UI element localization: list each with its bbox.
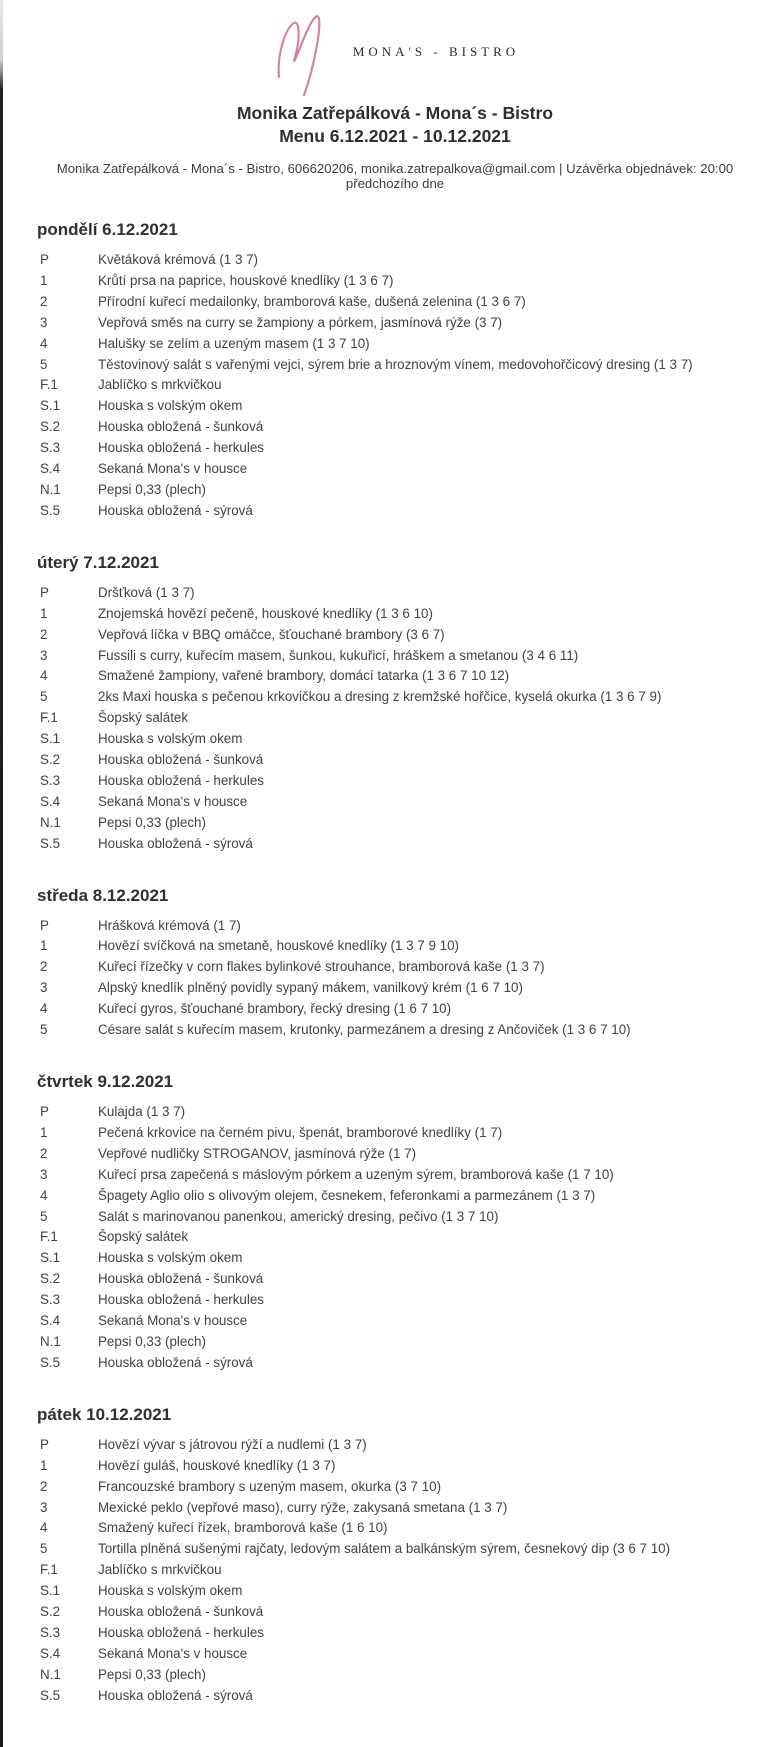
- item-code: S.3: [40, 440, 61, 456]
- item-name: Hovězí guláš, houskové knedlíky (1 3 7): [98, 1457, 336, 1473]
- day-header: čtvrtek 9.12.2021: [37, 1072, 174, 1091]
- item-code: 4: [40, 1187, 48, 1203]
- item-code: 5: [40, 356, 48, 372]
- menu-row: [34, 936, 756, 957]
- item-code: F.1: [40, 710, 58, 726]
- menu-row: [34, 1518, 756, 1539]
- menu-row: [34, 1332, 756, 1353]
- item-code: S.3: [40, 1624, 61, 1640]
- item-name: Znojemská hovězí pečeně, houskové knedlíky (1 3 6 10): [98, 605, 433, 621]
- item-code: 4: [40, 1520, 48, 1536]
- item-name: Houska obložená - šunková: [98, 752, 264, 768]
- item-name: Kuřecí gyros, šťouchané brambory, řecký dresing (1 6 7 10): [98, 1001, 452, 1017]
- menu-row: [34, 646, 756, 667]
- item-code: P: [40, 1104, 49, 1119]
- item-code: 2: [40, 626, 48, 642]
- menu-row: [34, 355, 756, 376]
- item-name: Pepsi 0,33 (plech): [98, 1333, 206, 1349]
- item-name: Francouzské brambory s uzeným masem, okurka (3 7 10): [98, 1478, 442, 1494]
- menu-row: [34, 750, 756, 771]
- item-code: P: [40, 584, 49, 600]
- menu-row: [34, 1435, 756, 1456]
- item-name: Šopský salátek: [98, 710, 189, 726]
- item-code: 3: [40, 980, 48, 996]
- menu-row: [34, 250, 756, 271]
- menu-row: [34, 625, 756, 646]
- item-name: Césare salát s kuřecím masem, krutonky, parmezánem a dresing z Ančoviček (1 3 6 7 10): [98, 1022, 631, 1038]
- item-name: Krůtí prsa na paprice, houskové knedlíky (1 3 6 7): [98, 272, 394, 288]
- item-code: S.1: [40, 731, 61, 747]
- item-code: S.4: [40, 461, 61, 477]
- day-section: [34, 553, 756, 855]
- item-code: S.2: [40, 1604, 61, 1620]
- item-code: N.1: [40, 814, 61, 830]
- item-name: Houska obložená - herkules: [98, 1624, 264, 1640]
- menu-row: [34, 1165, 756, 1186]
- page-left-border: [0, 0, 3, 1747]
- item-name: Smažené žampiony, vařené brambory, domácí tatarka (1 3 6 7 10 12): [98, 668, 510, 684]
- menu-row: [34, 501, 756, 522]
- item-code: F.1: [40, 1229, 58, 1245]
- item-code: S.2: [40, 419, 61, 435]
- item-name: Houska s volským okem: [98, 1250, 243, 1266]
- item-name: Fussili s curry, kuřecím masem, šunkou, kukuřicí, hráškem a smetanou (3 4 6 11): [98, 647, 579, 663]
- item-code: P: [40, 917, 49, 933]
- item-code: 3: [40, 1499, 48, 1515]
- menu-row: [34, 1498, 756, 1519]
- item-code: N.1: [40, 1333, 61, 1349]
- item-name: Hrášková krémová (1 7): [98, 917, 241, 933]
- menu-row: [34, 834, 756, 855]
- menu-row: [34, 1207, 756, 1228]
- item-name: Sekaná Mona's v housce: [98, 1645, 248, 1661]
- menu-date-range: Menu 6.12.2021 - 10.12.2021: [279, 126, 511, 146]
- item-name: Vepřové nudličky STROGANOV, jasmínová rýže (1 7): [98, 1145, 417, 1161]
- menu-row: [34, 1102, 756, 1123]
- item-name: Houska obložená - šunková: [98, 1271, 264, 1287]
- item-code: N.1: [40, 1666, 61, 1682]
- menu-row: [34, 334, 756, 355]
- menu-row: [34, 1560, 756, 1581]
- item-name: Přírodní kuřecí medailonky, bramborová kaše, dušená zelenina (1 3 6 7): [98, 293, 526, 309]
- menu-row: [34, 271, 756, 292]
- item-name: Květáková krémová (1 3 7): [98, 252, 259, 267]
- menu-row: [34, 438, 756, 459]
- menu-row: [34, 729, 756, 750]
- menu-row: [34, 1539, 756, 1560]
- item-code: 5: [40, 1541, 48, 1557]
- item-name: Kuřecí řízečky v corn flakes bylinkové strouhance, bramborová kaše (1 3 7): [98, 959, 545, 975]
- item-code: S.5: [40, 835, 61, 851]
- item-name: Pečená krkovice na černém pivu, špenát, bramborové knedlíky (1 7): [98, 1124, 503, 1140]
- menu-row: [34, 292, 756, 313]
- logo-m-icon: [271, 11, 337, 99]
- item-name: Houska s volským okem: [98, 731, 243, 747]
- menu-row: [34, 1602, 756, 1623]
- item-name: Salát s marinovanou panenkou, americký dresing, pečivo (1 3 7 10): [98, 1208, 499, 1224]
- menu-row: [34, 771, 756, 792]
- item-name: Sekaná Mona's v housce: [98, 461, 248, 477]
- item-code: S.3: [40, 772, 61, 788]
- item-code: S.1: [40, 1250, 61, 1266]
- menu-row: [34, 1227, 756, 1248]
- menu-row: [34, 1644, 756, 1665]
- item-code: P: [40, 1436, 49, 1452]
- item-code: S.2: [40, 752, 61, 768]
- item-name: Houska s volským okem: [98, 398, 243, 414]
- day-section: [34, 1072, 756, 1374]
- day-header: pondělí 6.12.2021: [37, 220, 178, 239]
- menu-row: [34, 1123, 756, 1144]
- item-name: Sekaná Mona's v housce: [98, 1313, 248, 1329]
- item-name: Kulajda (1 3 7): [98, 1104, 186, 1119]
- item-name: Pepsi 0,33 (plech): [98, 814, 206, 830]
- item-code: S.4: [40, 1645, 61, 1661]
- menu-row: [34, 666, 756, 687]
- item-code: 1: [40, 938, 48, 954]
- menu-row: [34, 708, 756, 729]
- item-name: Tortilla plněná sušenými rajčaty, ledovým salátem a balkánským sýrem, česnekový dip (3 6 7 10): [98, 1541, 671, 1557]
- item-name: Vepřová líčka v BBQ omáčce, šťouchané brambory (3 6 7): [98, 626, 445, 642]
- item-code: 5: [40, 1022, 48, 1038]
- item-name: Kuřecí prsa zapečená s máslovým pórkem a uzeným sýrem, bramborová kaše (1 7 10): [98, 1166, 614, 1182]
- menu-row: [34, 687, 756, 708]
- item-code: 3: [40, 647, 48, 663]
- item-name: Hovězí vývar s játrovou rýží a nudlemi (1 3 7): [98, 1436, 367, 1452]
- item-name: 2ks Maxi houska s pečenou krkovičkou a dresing z kremžské hořčice, kyselá okurka (1 3 6 7 9): [98, 689, 662, 705]
- item-name: Alpský knedlík plněný povidly sypaný mákem, vanilkový krém (1 6 7 10): [98, 980, 523, 996]
- day-header: středa 8.12.2021: [37, 885, 169, 905]
- item-code: 1: [40, 1124, 48, 1140]
- page-title: Monika Zatřepálková - Mona´s - Bistro: [236, 103, 554, 123]
- item-name: Houska obložená - sýrová: [98, 502, 253, 518]
- item-name: Houska s volským okem: [98, 1583, 243, 1599]
- menu-row: [34, 1477, 756, 1498]
- item-code: 5: [40, 1208, 48, 1224]
- item-name: Jablíčko s mrkvičkou: [98, 377, 222, 393]
- menu-days: [34, 220, 756, 1707]
- menu-row: [34, 1456, 756, 1477]
- item-name: Smažený kuřecí řízek, bramborová kaše (1 6 10): [98, 1520, 388, 1536]
- menu-row: [34, 1144, 756, 1165]
- item-code: S.4: [40, 793, 61, 809]
- item-name: Houska obložená - sýrová: [98, 835, 253, 851]
- item-name: Houska obložená - herkules: [98, 772, 264, 788]
- item-name: Těstovinový salát s vařenými vejci, sýrem brie a hroznovým vínem, medovohořčicový dresing (1 3 7): [98, 356, 693, 372]
- day-section: [34, 886, 756, 1041]
- item-name: Pepsi 0,33 (plech): [98, 481, 206, 497]
- menu-row: [34, 1311, 756, 1332]
- item-code: 5: [40, 689, 48, 705]
- menu-row: [34, 1020, 756, 1041]
- item-code: 1: [40, 272, 48, 288]
- day-header: pátek 10.12.2021: [37, 1404, 172, 1424]
- item-code: S.5: [40, 1687, 61, 1703]
- item-code: S.3: [40, 1292, 61, 1308]
- item-code: S.4: [40, 1313, 61, 1329]
- day-section: [34, 220, 756, 522]
- item-code: S.1: [40, 398, 61, 414]
- menu-row: [34, 978, 756, 999]
- item-code: 2: [40, 1478, 48, 1494]
- menu-row: [34, 813, 756, 834]
- item-code: 2: [40, 1145, 48, 1161]
- contact-info: Monika Zatřepálková - Mona´s - Bistro, 606620206, monika.zatrepalkova@gmail.com | Uzávěrka objednávek: 20:00 předchozího dne: [56, 161, 734, 191]
- item-name: Mexické peklo (vepřové maso), curry rýže, zakysaná smetana (1 3 7): [98, 1499, 508, 1515]
- item-code: S.1: [40, 1583, 61, 1599]
- item-code: 4: [40, 1001, 48, 1017]
- item-code: S.5: [40, 502, 61, 518]
- menu-row: [34, 480, 756, 501]
- item-code: 2: [40, 959, 48, 975]
- item-code: 1: [40, 1457, 48, 1473]
- menu-row: [34, 417, 756, 438]
- item-name: Jablíčko s mrkvičkou: [98, 1562, 222, 1578]
- menu-row: [34, 1269, 756, 1290]
- item-code: F.1: [40, 1562, 58, 1578]
- item-name: Halušky se zelím a uzeným masem (1 3 7 10): [98, 335, 370, 351]
- item-name: Houska obložená - sýrová: [98, 1354, 253, 1370]
- item-name: Sekaná Mona's v housce: [98, 793, 248, 809]
- item-code: S.2: [40, 1271, 61, 1287]
- item-name: Hovězí svíčková na smetaně, houskové knedlíky (1 3 7 9 10): [98, 938, 459, 954]
- item-code: 4: [40, 668, 48, 684]
- item-name: Špagety Aglio olio s olivovým olejem, česnekem, feferonkami a parmezánem (1 3 7): [98, 1187, 596, 1203]
- item-code: N.1: [40, 481, 61, 497]
- menu-row: [34, 1623, 756, 1644]
- menu-row: [34, 1581, 756, 1602]
- menu-row: [34, 313, 756, 334]
- item-code: 3: [40, 1166, 48, 1182]
- brand-name: MONA'S - BISTRO: [352, 44, 520, 59]
- item-name: Pepsi 0,33 (plech): [98, 1666, 206, 1682]
- item-name: Dršťková (1 3 7): [98, 584, 195, 600]
- day-section: [34, 1405, 756, 1707]
- brand-logo: [34, 10, 756, 100]
- item-name: Houska obložená - šunková: [98, 419, 264, 435]
- item-name: Houska obložená - šunková: [98, 1604, 264, 1620]
- page-header: [34, 10, 756, 191]
- menu-row: [34, 1248, 756, 1269]
- item-code: 3: [40, 314, 48, 330]
- item-name: Houska obložená - sýrová: [98, 1687, 253, 1703]
- menu-row: [34, 604, 756, 625]
- item-name: Vepřová směs na curry se žampiony a pórkem, jasmínová rýže (3 7): [98, 314, 503, 330]
- menu-row: [34, 1290, 756, 1311]
- item-name: Houska obložená - herkules: [98, 440, 264, 456]
- day-header: úterý 7.12.2021: [37, 552, 159, 572]
- item-code: P: [40, 252, 49, 267]
- item-name: Šopský salátek: [98, 1229, 189, 1245]
- menu-row: [34, 792, 756, 813]
- menu-row: [34, 999, 756, 1020]
- menu-row: [34, 583, 756, 604]
- menu-row: [34, 1665, 756, 1686]
- item-code: 1: [40, 605, 48, 621]
- item-code: 4: [40, 335, 48, 351]
- menu-row: [34, 375, 756, 396]
- menu-row: [34, 916, 756, 937]
- menu-row: [34, 1686, 756, 1707]
- menu-row: [34, 459, 756, 480]
- item-name: Houska obložená - herkules: [98, 1292, 264, 1308]
- menu-row: [34, 396, 756, 417]
- menu-row: [34, 1353, 756, 1374]
- item-code: F.1: [40, 377, 58, 393]
- item-code: 2: [40, 293, 48, 309]
- item-code: S.5: [40, 1354, 61, 1370]
- menu-row: [34, 1186, 756, 1207]
- menu-row: [34, 957, 756, 978]
